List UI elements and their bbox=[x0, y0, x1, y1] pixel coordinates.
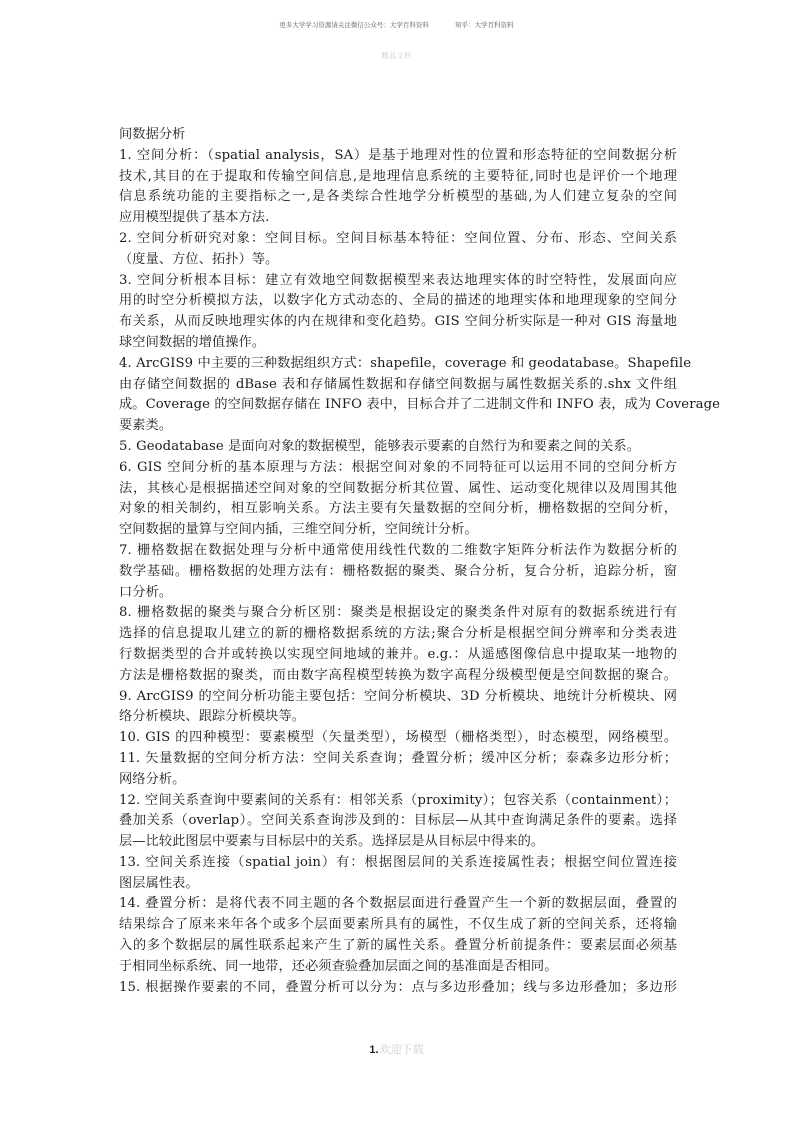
document-line: 数学基础。栅格数据的处理方法有：栅格数据的聚类、聚合分析，复合分析，追踪分析，窗 bbox=[119, 563, 677, 579]
document-line: 由存储空间数据的 dBase 表和存储属性数据和存储空间数据与属性数据关系的.shx 文件组 bbox=[119, 376, 677, 392]
document-line: 11. 矢量数据的空间分析方法：空间关系查询；叠置分析；缓冲区分析；泰森多边形分析； bbox=[119, 750, 677, 766]
document-line: 15. 根据操作要素的不同，叠置分析可以分为：点与多边形叠加；线与多边形叠加；多边形 bbox=[119, 979, 677, 995]
document-line: 叠加关系（overlap）。空间关系查询涉及到的：目标层—从其中查询满足条件的要素。选择 bbox=[119, 813, 677, 829]
document-line: 2. 空间分析研究对象：空间目标。空间目标基本特征：空间位置、分布、形态、空间关系 bbox=[119, 230, 677, 246]
document-line: 法，其核心是根据描述空间对象的空间数据分析其位置、属性、运动变化规律以及周围其他 bbox=[119, 480, 677, 496]
document-line: 口分析。 bbox=[119, 584, 173, 600]
header-wechat-notice: 更多大学学习资源请关注微信公众号：大学百科资料 bbox=[279, 21, 429, 29]
document-line: 5. Geodatabase 是面向对象的数据模型，能够表示要素的自然行为和要素之间的关系。 bbox=[119, 438, 640, 454]
document-line: 层—比较此图层中要素与目标层中的关系。选择层是从目标层中得来的。 bbox=[119, 834, 545, 850]
document-line: 空间数据的量算与空间内插，三维空间分析，空间统计分析。 bbox=[119, 522, 478, 538]
document-line: 6. GIS 空间分析的基本原理与方法：根据空间对象的不同特征可以运用不同的空间分析方 bbox=[119, 459, 677, 475]
document-line: 3. 空间分析根本目标：建立有效地空间数据模型来表达地理实体的时空特性，发展面向应 bbox=[119, 272, 677, 288]
document-line: 布关系，从而反映地理实体的内在规律和变化趋势。GIS 空间分析实际是一种对 GIS 海量地 bbox=[119, 314, 677, 330]
document-line: 1. 空间分析：（spatial analysis，SA）是基于地理对性的位置和形态特征的空间数据分析 bbox=[119, 147, 677, 163]
document-line: 10. GIS 的四种模型：要素模型（矢量类型），场模型（栅格类型），时态模型，网络模型。 bbox=[119, 730, 677, 746]
document-line: 4. ArcGIS9 中主要的三种数据组织方式：shapefile，coverage 和 geodatabase。Shapefile bbox=[119, 355, 692, 371]
document-line: 12. 空间关系查询中要素间的关系有：相邻关系（proximity）；包容关系（containment）； bbox=[119, 792, 677, 808]
document-line: 于相同坐标系统、同一地带，还必须查验叠加层面之间的基准面是否相同。 bbox=[119, 958, 558, 974]
document-line: 网络分析。 bbox=[119, 771, 186, 787]
document-line: 方法是栅格数据的聚类，而由数字高程模型转换为数字高程分级模型便是空间数据的聚合。 bbox=[119, 667, 677, 683]
page-number: 1 bbox=[369, 1044, 376, 1056]
document-line: 间数据分析 bbox=[119, 127, 186, 142]
page-footer bbox=[0, 1038, 793, 1057]
document-line: 信息系统功能的主要指标之一,是各类综合性地学分析模型的基础,为人们建立复杂的空间 bbox=[119, 189, 677, 205]
document-line: 用的时空分析模拟方法，以数字化方式动态的、全局的描述的地理实体和地理现象的空间分 bbox=[119, 293, 677, 309]
document-line: 要素类。 bbox=[119, 418, 173, 434]
top-watermark: 精品文档 bbox=[381, 52, 412, 60]
document-line: 球空间数据的增值操作。 bbox=[119, 334, 266, 350]
document-line: （度量、方位、拓扑）等。 bbox=[119, 251, 279, 267]
document-line: 13. 空间关系连接（spatial join）有：根据图层间的关系连接属性表；根据空间位置连接 bbox=[119, 854, 677, 870]
document-line: 技术,其目的在于提取和传输空间信息,是地理信息系统的主要特征,同时也是评价一个地理 bbox=[119, 168, 677, 184]
document-line: 络分析模块、跟踪分析模块等。 bbox=[119, 709, 306, 725]
document-line: 7. 栅格数据在数据处理与分析中通常使用线性代数的二维数字矩阵分析法作为数据分析的 bbox=[119, 542, 677, 558]
document-line: 行数据类型的合并或转换以实现空间地域的兼并。e.g.：从遥感图像信息中提取某一地物的 bbox=[119, 646, 677, 662]
document-line: 入的多个数据层的属性联系起来产生了新的属性关系。叠置分析前提条件：要素层面必须基 bbox=[119, 938, 677, 954]
document-line: 应用模型提供了基本方法. bbox=[119, 210, 270, 226]
page-number-separator: . bbox=[375, 1044, 379, 1056]
document-line: 图层属性表。 bbox=[119, 875, 199, 891]
document-line: 成。Coverage 的空间数据存储在 INFO 表中，目标合并了二进制文件和 INFO 表，成为 Coverage bbox=[119, 397, 721, 413]
page-header bbox=[0, 20, 793, 29]
document-line: 8. 栅格数据的聚类与聚合分析区别：聚类是根据设定的聚类条件对原有的数据系统进行有 bbox=[119, 605, 677, 621]
document-line: 选择的信息提取儿建立的新的栅格数据系统的方法;聚合分析是根据空间分辨率和分类表进 bbox=[119, 626, 677, 642]
footer-watermark: 欢迎下载 bbox=[379, 1043, 424, 1056]
header-zhihu-notice: 知乎：大学百科资料 bbox=[455, 21, 514, 29]
document-body bbox=[119, 125, 721, 998]
document-line: 9. ArcGIS9 的空间分析功能主要包括：空间分析模块、3D 分析模块、地统计分析模块、网 bbox=[119, 688, 677, 704]
document-line: 对象的相关制约，相互影响关系。方法主要有矢量数据的空间分析，栅格数据的空间分析， bbox=[119, 501, 677, 517]
document-line: 14. 叠置分析：是将代表不同主题的各个数据层面进行叠置产生一个新的数据层面，叠置的 bbox=[119, 896, 677, 912]
document-line: 结果综合了原来来年各个或多个层面要素所具有的属性，不仅生成了新的空间关系，还将输 bbox=[119, 917, 677, 933]
